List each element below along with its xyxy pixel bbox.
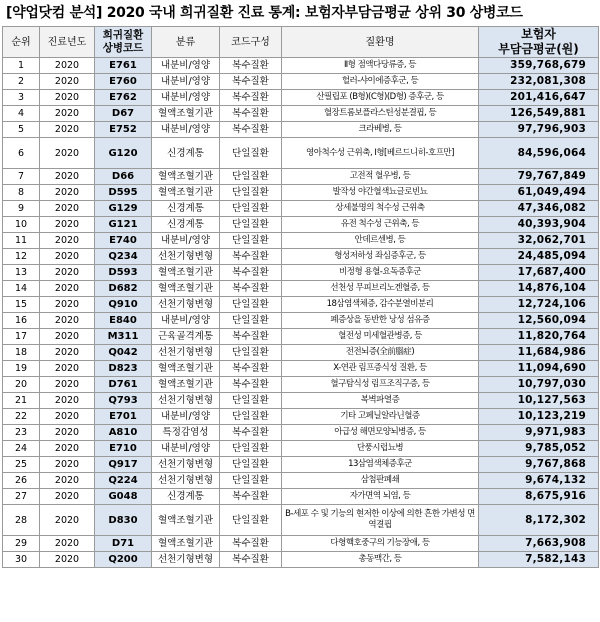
amount-cell: 47,346,082 <box>479 201 599 217</box>
table-row <box>3 489 599 505</box>
table-row <box>3 185 599 201</box>
composition-cell: 단일질환 <box>220 409 282 425</box>
rank-cell: 20 <box>3 377 40 393</box>
category-cell: 혈액조혈기관 <box>152 361 220 377</box>
code-cell: G121 <box>95 217 152 233</box>
header-category: 분류 <box>152 27 220 58</box>
table-row <box>3 58 599 74</box>
composition-cell: 복수질환 <box>220 74 282 90</box>
composition-cell: 복수질환 <box>220 265 282 281</box>
header-rank: 순위 <box>3 27 40 58</box>
year-cell: 2020 <box>40 441 95 457</box>
category-cell: 내분비/영양 <box>152 441 220 457</box>
disease-cell: 상세불명의 척수성 근위축 <box>282 201 479 217</box>
table-row <box>3 169 599 185</box>
disease-cell: 자가면역 뇌염, 등 <box>282 489 479 505</box>
code-cell: G129 <box>95 201 152 217</box>
amount-cell: 84,596,064 <box>479 138 599 169</box>
amount-cell: 10,797,030 <box>479 377 599 393</box>
composition-cell: 복수질환 <box>220 58 282 74</box>
disease-cell: Ⅱ형 점액다당류증, 등 <box>282 58 479 74</box>
composition-cell: 단일질환 <box>220 217 282 233</box>
year-cell: 2020 <box>40 552 95 568</box>
table-row <box>3 313 599 329</box>
composition-cell: 단일질환 <box>220 345 282 361</box>
disease-cell: 선천성 무피브리노겐혈증, 등 <box>282 281 479 297</box>
year-cell: 2020 <box>40 297 95 313</box>
header-year: 진료년도 <box>40 27 95 58</box>
category-cell: 선천기형변형 <box>152 393 220 409</box>
year-cell: 2020 <box>40 377 95 393</box>
rank-cell: 26 <box>3 473 40 489</box>
composition-cell: 복수질환 <box>220 281 282 297</box>
code-cell: E762 <box>95 90 152 106</box>
composition-cell: 단일질환 <box>220 297 282 313</box>
table-body <box>3 58 599 568</box>
code-cell: Q042 <box>95 345 152 361</box>
category-cell: 내분비/영양 <box>152 122 220 138</box>
code-cell: Q224 <box>95 473 152 489</box>
disease-cell: 복벽파열증 <box>282 393 479 409</box>
code-cell: E710 <box>95 441 152 457</box>
rank-cell: 15 <box>3 297 40 313</box>
composition-cell: 복수질환 <box>220 552 282 568</box>
header-amount <box>479 27 599 58</box>
code-cell: M311 <box>95 329 152 345</box>
rank-cell: 14 <box>3 281 40 297</box>
disease-cell: 18삼염색체증, 감수분열비분리 <box>282 297 479 313</box>
amount-cell: 10,123,219 <box>479 409 599 425</box>
year-cell: 2020 <box>40 329 95 345</box>
page-title: [약업닷컴 분석] 2020 국내 희귀질환 진료 통계: 보험자부담금평균 상위 30 상병코드 <box>6 5 523 21</box>
composition-cell: 복수질환 <box>220 249 282 265</box>
category-cell: 혈액조혈기관 <box>152 169 220 185</box>
disease-cell: 총동맥간, 등 <box>282 552 479 568</box>
code-cell: D682 <box>95 281 152 297</box>
code-cell: D823 <box>95 361 152 377</box>
category-cell: 혈액조혈기관 <box>152 536 220 552</box>
amount-cell: 126,549,881 <box>479 106 599 122</box>
category-cell: 신경계통 <box>152 217 220 233</box>
category-cell: 혈액조혈기관 <box>152 265 220 281</box>
category-cell: 혈액조혈기관 <box>152 106 220 122</box>
code-cell: D66 <box>95 169 152 185</box>
table-row <box>3 441 599 457</box>
rank-cell: 24 <box>3 441 40 457</box>
table-row <box>3 233 599 249</box>
table-row <box>3 90 599 106</box>
category-cell: 혈액조혈기관 <box>152 377 220 393</box>
disease-cell: B-세포 수 및 기능의 현저한 이상에 의한 흔한 가변성 면역결핍 <box>282 505 479 536</box>
category-cell: 혈액조혈기관 <box>152 281 220 297</box>
composition-cell: 복수질환 <box>220 122 282 138</box>
year-cell: 2020 <box>40 361 95 377</box>
year-cell: 2020 <box>40 425 95 441</box>
amount-cell: 11,094,690 <box>479 361 599 377</box>
amount-cell: 8,675,916 <box>479 489 599 505</box>
disease-cell: 유전 척수성 근위축, 등 <box>282 217 479 233</box>
year-cell: 2020 <box>40 122 95 138</box>
rank-cell: 6 <box>3 138 40 169</box>
composition-cell: 단일질환 <box>220 473 282 489</box>
disease-cell: 혈구탐식성 림프조직구증, 등 <box>282 377 479 393</box>
amount-cell: 9,785,052 <box>479 441 599 457</box>
category-cell: 선천기형변형 <box>152 457 220 473</box>
disease-cell: 다형핵호중구의 기능장애, 등 <box>282 536 479 552</box>
composition-cell: 복수질환 <box>220 329 282 345</box>
amount-cell: 10,127,563 <box>479 393 599 409</box>
year-cell: 2020 <box>40 409 95 425</box>
code-cell: G120 <box>95 138 152 169</box>
year-cell: 2020 <box>40 265 95 281</box>
rank-cell: 18 <box>3 345 40 361</box>
table-row <box>3 249 599 265</box>
amount-cell: 97,796,903 <box>479 122 599 138</box>
amount-cell: 32,062,701 <box>479 233 599 249</box>
composition-cell: 단일질환 <box>220 393 282 409</box>
rank-cell: 17 <box>3 329 40 345</box>
composition-cell: 복수질환 <box>220 361 282 377</box>
code-cell: E760 <box>95 74 152 90</box>
amount-cell: 12,560,094 <box>479 313 599 329</box>
composition-cell: 복수질환 <box>220 90 282 106</box>
rank-cell: 28 <box>3 505 40 536</box>
disease-cell: 아급성 해면모양뇌병증, 등 <box>282 425 479 441</box>
year-cell: 2020 <box>40 536 95 552</box>
table-row <box>3 138 599 169</box>
rank-cell: 5 <box>3 122 40 138</box>
table-row <box>3 361 599 377</box>
table-row <box>3 457 599 473</box>
category-cell: 내분비/영양 <box>152 313 220 329</box>
code-cell: E752 <box>95 122 152 138</box>
year-cell: 2020 <box>40 90 95 106</box>
disease-cell: 형성저하성 좌심증후군, 등 <box>282 249 479 265</box>
amount-cell: 61,049,494 <box>479 185 599 201</box>
table-row <box>3 297 599 313</box>
category-cell: 근육골격계통 <box>152 329 220 345</box>
rank-cell: 13 <box>3 265 40 281</box>
table-row <box>3 425 599 441</box>
code-cell: D71 <box>95 536 152 552</box>
year-cell: 2020 <box>40 58 95 74</box>
code-cell: Q917 <box>95 457 152 473</box>
category-cell: 신경계통 <box>152 489 220 505</box>
code-cell: E840 <box>95 313 152 329</box>
amount-cell: 11,820,764 <box>479 329 599 345</box>
category-cell: 선천기형변형 <box>152 345 220 361</box>
category-cell: 내분비/영양 <box>152 90 220 106</box>
code-cell: Q793 <box>95 393 152 409</box>
year-cell: 2020 <box>40 393 95 409</box>
amount-cell: 9,971,983 <box>479 425 599 441</box>
amount-cell: 359,768,679 <box>479 58 599 74</box>
composition-cell: 복수질환 <box>220 106 282 122</box>
code-cell: D761 <box>95 377 152 393</box>
rank-cell: 9 <box>3 201 40 217</box>
header-amount-line2: 부담금평균(원) <box>498 42 579 56</box>
code-cell: E701 <box>95 409 152 425</box>
table-row <box>3 106 599 122</box>
year-cell: 2020 <box>40 233 95 249</box>
category-cell: 선천기형변형 <box>152 297 220 313</box>
category-cell: 내분비/영양 <box>152 409 220 425</box>
table-row <box>3 265 599 281</box>
disease-cell: 전전뇌증(全前腦症) <box>282 345 479 361</box>
amount-cell: 7,663,908 <box>479 536 599 552</box>
composition-cell: 복수질환 <box>220 489 282 505</box>
disease-cell: 안데르센병, 등 <box>282 233 479 249</box>
category-cell: 내분비/영양 <box>152 58 220 74</box>
table-row <box>3 329 599 345</box>
code-cell: E761 <box>95 58 152 74</box>
disease-cell: 기타 고페닐알라닌혈증 <box>282 409 479 425</box>
rank-cell: 27 <box>3 489 40 505</box>
header-row <box>3 27 599 58</box>
rare-disease-table <box>2 26 599 568</box>
code-cell: A810 <box>95 425 152 441</box>
year-cell: 2020 <box>40 313 95 329</box>
year-cell: 2020 <box>40 138 95 169</box>
rank-cell: 22 <box>3 409 40 425</box>
disease-cell: 삼첨판폐쇄 <box>282 473 479 489</box>
code-cell: D593 <box>95 265 152 281</box>
amount-cell: 17,687,400 <box>479 265 599 281</box>
rank-cell: 25 <box>3 457 40 473</box>
composition-cell: 단일질환 <box>220 441 282 457</box>
year-cell: 2020 <box>40 281 95 297</box>
disease-cell: 산필립포 (B형)(C형)(D형) 증후군, 등 <box>282 90 479 106</box>
year-cell: 2020 <box>40 74 95 90</box>
year-cell: 2020 <box>40 249 95 265</box>
year-cell: 2020 <box>40 457 95 473</box>
header-code-line2: 상병코드 <box>102 42 144 54</box>
disease-cell: 헐러-샤이에증후군, 등 <box>282 74 479 90</box>
category-cell: 내분비/영양 <box>152 74 220 90</box>
year-cell: 2020 <box>40 106 95 122</box>
amount-cell: 8,172,302 <box>479 505 599 536</box>
disease-cell: 13삼염색체증후군 <box>282 457 479 473</box>
amount-cell: 12,724,106 <box>479 297 599 313</box>
year-cell: 2020 <box>40 489 95 505</box>
composition-cell: 단일질환 <box>220 505 282 536</box>
table-row <box>3 377 599 393</box>
year-cell: 2020 <box>40 345 95 361</box>
code-cell: D67 <box>95 106 152 122</box>
category-cell: 선천기형변형 <box>152 473 220 489</box>
header-code <box>95 27 152 58</box>
amount-cell: 9,674,132 <box>479 473 599 489</box>
table-row <box>3 409 599 425</box>
composition-cell: 단일질환 <box>220 185 282 201</box>
category-cell: 신경계통 <box>152 138 220 169</box>
rank-cell: 7 <box>3 169 40 185</box>
table-row <box>3 505 599 536</box>
rank-cell: 3 <box>3 90 40 106</box>
disease-cell: 발작성 야간혈색뇨글로빈뇨 <box>282 185 479 201</box>
composition-cell: 복수질환 <box>220 377 282 393</box>
table-row <box>3 536 599 552</box>
disease-cell: 혈장트롬보플라스틴성분결핍, 등 <box>282 106 479 122</box>
header-code-line1: 희귀질환 <box>102 29 144 41</box>
category-cell: 내분비/영양 <box>152 233 220 249</box>
header-amount-line1: 보험자 <box>521 27 556 41</box>
rank-cell: 30 <box>3 552 40 568</box>
composition-cell: 단일질환 <box>220 233 282 249</box>
year-cell: 2020 <box>40 201 95 217</box>
table-row <box>3 74 599 90</box>
year-cell: 2020 <box>40 473 95 489</box>
code-cell: D830 <box>95 505 152 536</box>
category-cell: 혈액조혈기관 <box>152 185 220 201</box>
rank-cell: 11 <box>3 233 40 249</box>
disease-cell: 영아척수성 근위축, I형[베르드니히-호프만] <box>282 138 479 169</box>
header-composition: 코드구성 <box>220 27 282 58</box>
disease-cell: 비정형 용혈-요독증후군 <box>282 265 479 281</box>
category-cell: 선천기형변형 <box>152 249 220 265</box>
rank-cell: 19 <box>3 361 40 377</box>
amount-cell: 11,684,986 <box>479 345 599 361</box>
rank-cell: 8 <box>3 185 40 201</box>
amount-cell: 7,582,143 <box>479 552 599 568</box>
table-row <box>3 122 599 138</box>
rank-cell: 4 <box>3 106 40 122</box>
disease-cell: 폐증상을 동반한 낭성 섬유증 <box>282 313 479 329</box>
composition-cell: 복수질환 <box>220 536 282 552</box>
code-cell: D595 <box>95 185 152 201</box>
code-cell: G048 <box>95 489 152 505</box>
category-cell: 혈액조혈기관 <box>152 505 220 536</box>
amount-cell: 201,416,647 <box>479 90 599 106</box>
code-cell: Q234 <box>95 249 152 265</box>
table-row <box>3 552 599 568</box>
year-cell: 2020 <box>40 505 95 536</box>
category-cell: 신경계통 <box>152 201 220 217</box>
table-row <box>3 345 599 361</box>
composition-cell: 단일질환 <box>220 201 282 217</box>
disease-cell: 고전적 혈우병, 등 <box>282 169 479 185</box>
rank-cell: 2 <box>3 74 40 90</box>
rank-cell: 16 <box>3 313 40 329</box>
composition-cell: 단일질환 <box>220 457 282 473</box>
disease-cell: 단풍시럽뇨병 <box>282 441 479 457</box>
table-row <box>3 281 599 297</box>
category-cell: 특정감염성 <box>152 425 220 441</box>
amount-cell: 79,767,849 <box>479 169 599 185</box>
category-cell: 선천기형변형 <box>152 552 220 568</box>
rank-cell: 1 <box>3 58 40 74</box>
year-cell: 2020 <box>40 217 95 233</box>
header-disease: 질환명 <box>282 27 479 58</box>
year-cell: 2020 <box>40 169 95 185</box>
amount-cell: 232,081,308 <box>479 74 599 90</box>
code-cell: E740 <box>95 233 152 249</box>
composition-cell: 단일질환 <box>220 138 282 169</box>
rank-cell: 23 <box>3 425 40 441</box>
rank-cell: 12 <box>3 249 40 265</box>
rank-cell: 10 <box>3 217 40 233</box>
year-cell: 2020 <box>40 185 95 201</box>
table-row <box>3 473 599 489</box>
table-row <box>3 201 599 217</box>
amount-cell: 40,393,904 <box>479 217 599 233</box>
table-row <box>3 217 599 233</box>
rank-cell: 29 <box>3 536 40 552</box>
disease-cell: 크라베병, 등 <box>282 122 479 138</box>
code-cell: Q910 <box>95 297 152 313</box>
composition-cell: 단일질환 <box>220 313 282 329</box>
table-row <box>3 393 599 409</box>
disease-cell: X-연관 림프증식성 질환, 등 <box>282 361 479 377</box>
amount-cell: 9,767,868 <box>479 457 599 473</box>
composition-cell: 복수질환 <box>220 425 282 441</box>
composition-cell: 단일질환 <box>220 169 282 185</box>
disease-cell: 혈전성 미세혈관병증, 등 <box>282 329 479 345</box>
amount-cell: 14,876,104 <box>479 281 599 297</box>
rank-cell: 21 <box>3 393 40 409</box>
code-cell: Q200 <box>95 552 152 568</box>
amount-cell: 24,485,094 <box>479 249 599 265</box>
